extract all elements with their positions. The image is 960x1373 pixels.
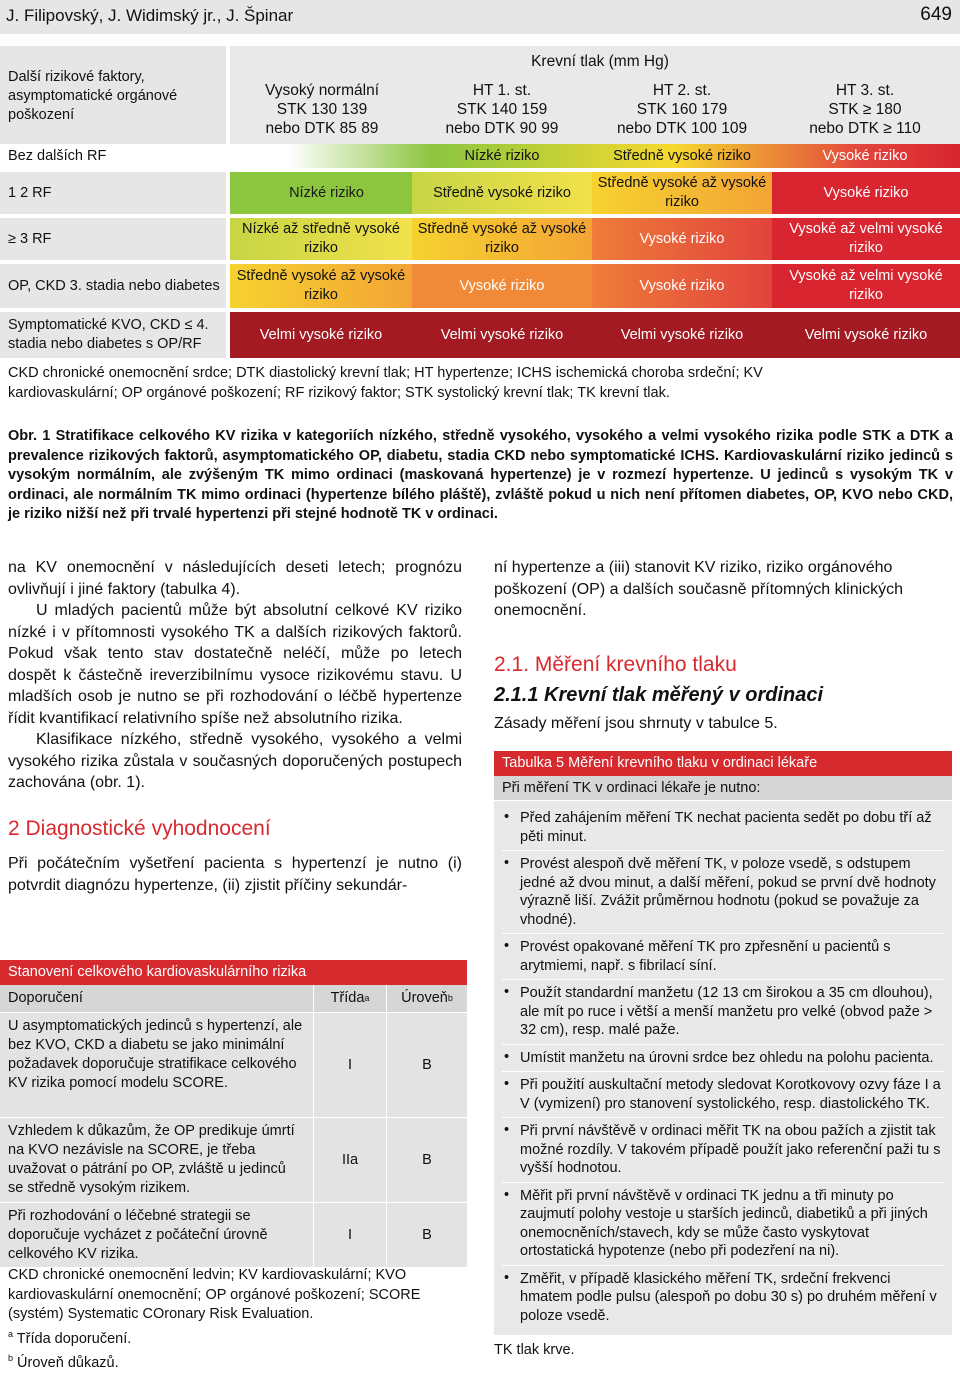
col-class [314, 985, 387, 1012]
risk-cell: Vysoké riziko [592, 264, 772, 308]
class-value: IIa [314, 1118, 387, 1202]
bp-header-label: Krevní tlak (mm Hg) [531, 52, 669, 70]
table-row [0, 1013, 467, 1118]
list-item: • Umístit manžetu na úrovni srdce bez ohledu na polohu pacienta. [502, 1045, 944, 1073]
row-label: 1 2 RF [0, 172, 226, 214]
level-value: B [422, 1226, 432, 1243]
list-item: • Měřit při první návštěvě v ordinaci TK jednu a tři minuty po zaujmutí polohy vestoje u starších jedinců, diabetiků a při jiných onemocněních/stavech, kdy se může často vyskytovat ortostatická hypotenze (nebo při podezření na ni). [502, 1183, 944, 1266]
col-header-ht1 [412, 76, 592, 142]
risk-cell: Vysoké riziko [822, 147, 908, 164]
col-header-line: HT 2. st. [652, 81, 712, 99]
list-item: • Při první návštěvě v ordinaci měřit TK na obou pažích a zjistit tak možné rozdíly. V takovém případě použít jako referenční paži tu s vyšší hodnotou. [502, 1118, 944, 1183]
figure-caption: Obr. 1 Stratifikace celkového KV rizika v kategoriích nízkého, středně vysokého, vysokého a velmi vysokého rizika podle STK a DTK a prevalence rizikových faktorů, asymptomatického OP, diabetu, stadia CKD nebo symptomatické ICHS. Kardiovaskulární riziko jedinců s vysokým normálním, ale zvýšeným TK mimo ordinaci (maskovaná hypertenze) je v rozmezí hypertenze. U jedinců s vysokým TK v ordinaci, ale normálním TK mimo ordinaci (hypertenze bílého pláště), zvláště pokud u nich není přítomen diabetes, OP, KVO nebo CKD, je riziko nižší než při trvalé hypertenzi při stejné hodnotě TK v ordinaci. [8, 428, 953, 522]
col-header-line: Vysoký normální [265, 81, 379, 99]
list-item: • Provést opakované měření TK pro zpřesnění u pacientů s arytmiemi, např. s fibrilací síní. [502, 934, 944, 980]
section-heading: 2 Diagnostické vyhodnocení [8, 816, 271, 840]
list-item: • Před zahájením měření TK nechat pacienta sedět po dobu tří až pěti minut. [502, 805, 944, 851]
level-value: B [422, 1151, 432, 1168]
table5-footnote: TK tlak krve. [494, 1342, 575, 1358]
paragraph: na KV onemocnění v následujících deseti letech; prognózu ovlivňují i jiné faktory (tabulka 4). [8, 559, 462, 598]
risk-table [0, 46, 960, 358]
class-value: I [314, 1203, 387, 1267]
measurement-list [494, 801, 952, 1335]
table-abbreviations: CKD chronické onemocnění srdce; DTK diastolický krevní tlak; HT hypertenze; ICHS ischemická choroba srdeční; KV kardiovaskulární; OP orgánové poškození; RF rizikový faktor; STK systolický krevní tlak; TK krevní tlak. [8, 365, 763, 401]
col-header-line: HT 1. st. [472, 81, 532, 99]
col-header-line: STK 140 159 [456, 100, 548, 118]
risk-cell: Vysoké riziko [412, 264, 592, 308]
page-number: 649 [920, 4, 952, 25]
paragraph: Zásady měření jsou shrnuty v tabulce 5. [494, 714, 778, 732]
paragraph: Klasifikace nízkého, středně vysokého, vysokého a velmi vysokého rizika zůstala v současných doporučených postupech zachována (obr. 1). [8, 731, 462, 791]
page-header [0, 0, 960, 34]
list-item: • Změřit, v případě klasického měření TK, srdeční frekvenci hmatem podle pulsu (alespoň po dobu 30 s) po druhém měření v poloze vsedě. [502, 1266, 944, 1330]
col-level-label: Úroveň [401, 990, 448, 1006]
col-header-line: STK ≥ 180 [828, 100, 902, 118]
recommendation-box [0, 960, 467, 1268]
col-header-line: nebo DTK 100 109 [616, 119, 748, 137]
risk-cell: Velmi vysoké riziko [772, 312, 960, 358]
subsection-heading: 2.1.1 Krevní tlak měřený v ordinaci [494, 684, 824, 706]
footnote: CKD chronické onemocnění ledvin; KV kardiovaskulární; KVO kardiovaskulární onemocnění; OP orgánové poškození; SCORE (systém) Systematic COronary Risk Evaluation. [8, 1267, 421, 1322]
sup: a [364, 993, 370, 1003]
recommendation-text: Při rozhodování o léčebné strategii se doporučuje vycházet z počáteční úrovně celkového KV rizika. [0, 1203, 314, 1267]
paragraph: Při počátečním vyšetření pacienta s hypertenzí je nutno (i) potvrdit diagnózu hypertenze, (ii) zjistit příčiny sekundár- [8, 855, 462, 894]
col-header-line: nebo DTK ≥ 110 [809, 119, 921, 137]
right-column [494, 557, 952, 734]
col-level [387, 985, 467, 1012]
col-header-line: nebo DTK 85 89 [265, 119, 379, 137]
list-item: • Použít standardní manžetu (12 13 cm širokou a 35 cm dlouhou), ale mít po ruce i větší a menší manžetu pro velké (obvod paže > 32 cm), resp. malé paže. [502, 980, 944, 1045]
col-header-ht3 [772, 76, 958, 142]
recommendation-text: U asymptomatických jedinců s hypertenzí, ale bez KVO, CKD a diabetu se jako minimální požadavek doporučuje stratifikace celkového KV rizika pomocí modelu SCORE. [0, 1013, 314, 1117]
risk-cell: Středně vysoké riziko [613, 147, 751, 164]
footnote-text: Úroveň důkazů. [17, 1354, 119, 1371]
col-header-ht2 [592, 76, 772, 142]
table-corner-label: Další rizikové faktory, asymptomatické orgánové poškození [0, 46, 226, 146]
authors: J. Filipovský, J. Widimský jr., J. Špinar [6, 6, 294, 25]
col-header-line: HT 3. st. [835, 81, 895, 99]
list-item: • Provést alespoň dvě měření TK, v poloze vsedě, s odstupem jedné až dvou minut, a další měření, pokud se první dvě hodnoty výrazně liší. Zvážit průměrnou hodnotu (pokud se považuje za vhodné). [502, 851, 944, 934]
footnote-text: Třída doporučení. [16, 1330, 132, 1347]
box-footnotes [8, 1266, 458, 1373]
list-item: • Při použití auskultační metody sledovat Korotkovovy ozvy fáze I a V (vymizení) pro stanovení systolického, resp. diastolického TK. [502, 1072, 944, 1118]
sup: b [447, 993, 453, 1003]
paragraph: ní hypertenze a (iii) stanovit KV riziko, riziko orgánového poškození (OP) a dalších současně přítomných klinických onemocnění. [494, 559, 904, 619]
recommendation-text: Vzhledem k důkazům, že OP predikuje úmrtí na KVO nezávisle na SCORE, je třeba uvažovat o pátrání po OP, zvláště u jedinců se středně vysokým rizikem. [0, 1118, 314, 1202]
table5-box [494, 751, 952, 1335]
risk-cell: Vysoké až velmi vysoké riziko [772, 264, 960, 308]
col-header-line: nebo DTK 90 99 [445, 119, 559, 137]
risk-cell: Středně vysoké až vysoké riziko [412, 218, 592, 260]
col-header-line: STK 160 179 [636, 100, 728, 118]
col-recommendation: Doporučení [0, 985, 314, 1012]
risk-cell: Vysoké až velmi vysoké riziko [772, 218, 960, 260]
row-label: OP, CKD 3. stadia nebo diabetes [0, 264, 226, 308]
risk-cell: Nízké riziko [464, 147, 540, 164]
risk-cell: Vysoké riziko [772, 172, 960, 214]
risk-cell: Středně vysoké až vysoké riziko [592, 172, 772, 214]
class-value: I [314, 1013, 387, 1117]
table-row [0, 1118, 467, 1203]
box-subtitle: Při měření TK v ordinaci lékaře je nutno: [494, 776, 952, 802]
section-heading: 2.1. Měření krevního tlaku [494, 652, 737, 676]
row-label: Bez dalších RF [8, 147, 107, 164]
paragraph: U mladých pacientů může být absolutní celkové KV riziko nízké i v přítomnosti vysokého TK a dalších rizikových faktorů. Pokud však tento stav dostatečně neléčí, může po letech dospět k částečně ireverzibilnímu vysoce rizikovému stavu. U mladších osob je nutno se při rozhodování o léčbě hypertenze řídit kvantifikací relativního spíše než absolutního rizika. [8, 602, 462, 727]
col-header-line: STK 130 139 [276, 100, 368, 118]
sup: a [8, 1328, 14, 1339]
box-title: Tabulka 5 Měření krevního tlaku v ordinaci lékaře [494, 751, 952, 776]
level-value: B [422, 1056, 432, 1073]
risk-cell: Středně vysoké riziko [412, 172, 592, 214]
table-row [0, 1203, 467, 1268]
risk-cell: Nízké riziko [230, 172, 412, 214]
sup: b [8, 1352, 14, 1363]
box-title: Stanovení celkového kardiovaskulárního rizika [0, 960, 467, 985]
risk-cell: Velmi vysoké riziko [412, 312, 592, 358]
row-label: Symptomatické KVO, CKD ≤ 4. stadia nebo diabetes s OP/RF [0, 312, 226, 358]
row-label: ≥ 3 RF [0, 218, 226, 260]
risk-cell: Velmi vysoké riziko [230, 312, 412, 358]
risk-cell: Velmi vysoké riziko [592, 312, 772, 358]
col-class-label: Třída [330, 990, 365, 1006]
col-header-high-normal [232, 76, 412, 142]
left-column [8, 557, 462, 896]
risk-cell: Vysoké riziko [592, 218, 772, 260]
risk-cell: Nízké až středně vysoké riziko [230, 218, 412, 260]
risk-cell: Středně vysoké až vysoké riziko [230, 264, 412, 308]
box-header-row [0, 985, 467, 1013]
footnote [8, 1325, 458, 1349]
